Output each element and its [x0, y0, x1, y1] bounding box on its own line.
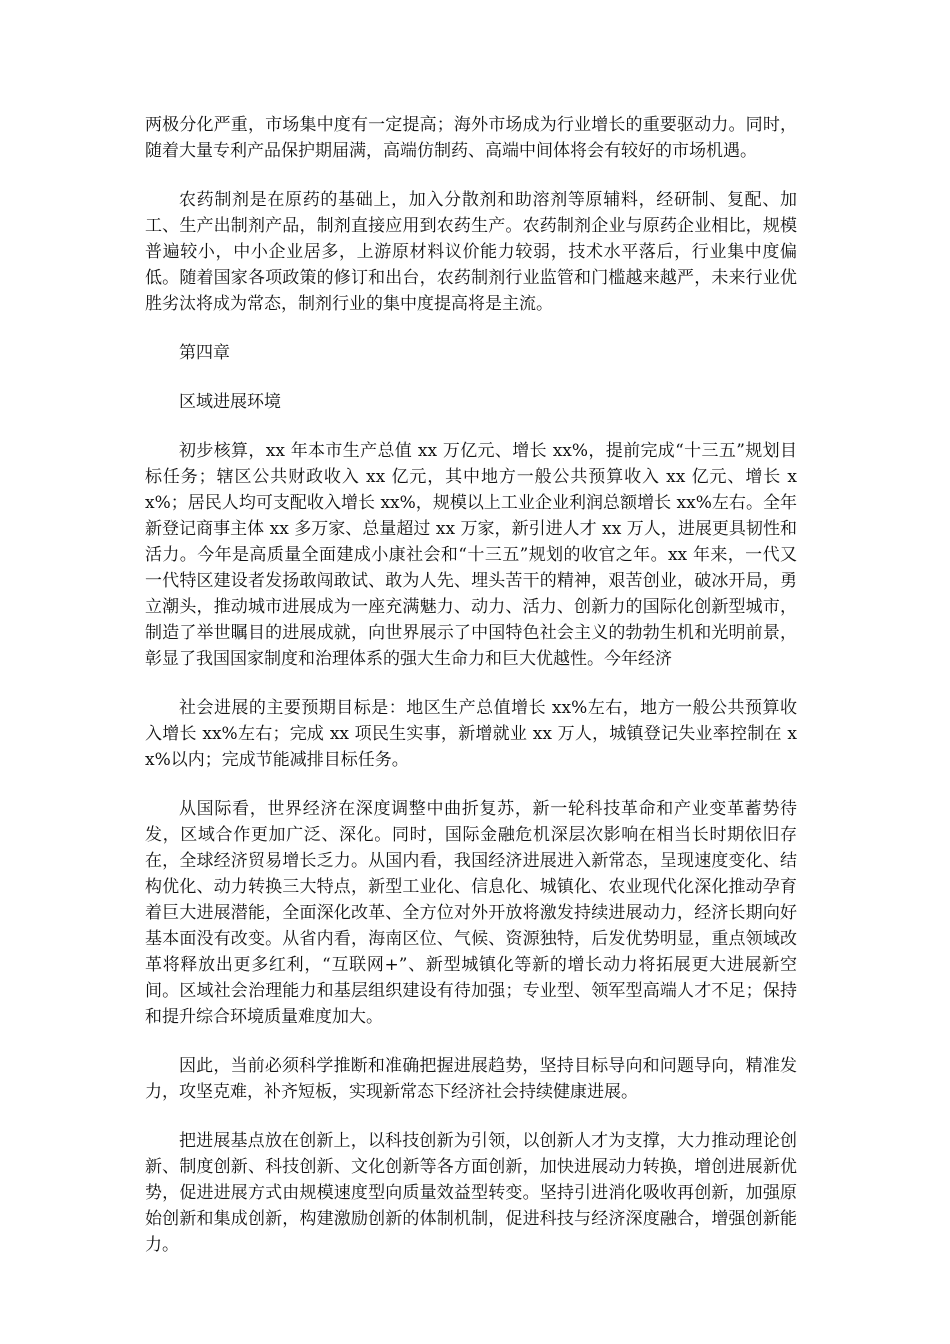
paragraph-expected-targets: 社会进展的主要预期目标是：地区生产总值增长 xx%左右，地方一般公共预算收入增长 xx%左右；完成 xx 项民生实事，新增就业 xx 万人，城镇登记失业率控制在 xx%以内；完成节能减排目标任务。: [145, 698, 797, 770]
chapter-heading: 第四章: [179, 343, 230, 363]
paragraph-international-outlook: 从国际看，世界经济在深度调整中曲折复苏，新一轮科技革命和产业变革蓄势待发，区域合作更加广泛、深化。同时，国际金融危机深层次影响在相当长时期依旧存在，全球经济贸易增长乏力。从国内看，我国经济进展进入新常态，呈现速度变化、结构优化、动力转换三大特点，新型工业化、信息化、城镇化、农业现代化深化推动孕育着巨大进展潜能，全面深化改革、全方位对外开放将激发持续进展动力，经济长期向好基本面没有改变。从省内看，海南区位、气候、资源独特，后发优势明显，重点领域改革将释放出更多红利，“互联网+”、新型城镇化等新的增长动力将拓展更大进展新空间。区域社会治理能力和基层组织建设有待加强；专业型、领军型高端人才不足；保持和提升综合环境质量难度加大。: [145, 799, 797, 1027]
paragraph-preliminary-accounting: 初步核算，xx 年本市生产总值 xx 万亿元、增长 xx%，提前完成“十三五”规划目标任务；辖区公共财政收入 xx 亿元，其中地方一般公共预算收入 xx 亿元、增长 xx%；居民人均可支配收入增长 xx%，规模以上工业企业利润总额增长 xx%左右。全年新登记商事主体 xx 多万家、总量超过 xx 万家，新引进人才 xx 万人，进展更具韧性和活力。今年是高质量全面建成小康社会和“十三五”规划的收官之年。xx 年来，一代又一代特区建设者发扬敢闯敢试、敢为人先、埋头苦干的精神，艰苦创业，破冰开局，勇立潮头，推动城市进展成为一座充满魅力、动力、活力、创新力的国际化创新型城市，制造了举世瞩目的进展成就，向世界展示了中国特色社会主义的勃勃生机和光明前景，彰显了我国国家制度和治理体系的强大生命力和巨大优越性。今年经济: [145, 441, 797, 669]
paragraph-innovation: 把进展基点放在创新上，以科技创新为引领，以创新人才为支撑，大力推动理论创新、制度创新、科技创新、文化创新等各方面创新，加快进展动力转换，增创进展新优势，促进进展方式由规模速度型向质量效益型转变。坚持引进消化吸收再创新，加强原始创新和集成创新，构建激励创新的体制机制，促进科技与经济深度融合，增强创新能力。: [145, 1131, 797, 1255]
paragraph-continuation: 两极分化严重，市场集中度有一定提高；海外市场成为行业增长的重要驱动力。同时，随着大量专利产品保护期届满，高端仿制药、高端中间体将会有较好的市场机遇。: [145, 115, 797, 161]
paragraph-therefore: 因此，当前必须科学推断和准确把握进展趋势，坚持目标导向和问题导向，精准发力，攻坚克难，补齐短板，实现新常态下经济社会持续健康进展。: [145, 1056, 797, 1102]
section-heading: 区域进展环境: [179, 392, 281, 412]
paragraph-pesticide-formulation: 农药制剂是在原药的基础上，加入分散剂和助溶剂等原辅料，经研制、复配、加工、生产出制剂产品，制剂直接应用到农药生产。农药制剂企业与原药企业相比，规模普遍较小，中小企业居多，上游原材料议价能力较弱，技术水平落后，行业集中度偏低。随着国家各项政策的修订和出台，农药制剂行业监管和门槛越来越严，未来行业优胜劣汰将成为常态，制剂行业的集中度提高将是主流。: [145, 190, 797, 314]
